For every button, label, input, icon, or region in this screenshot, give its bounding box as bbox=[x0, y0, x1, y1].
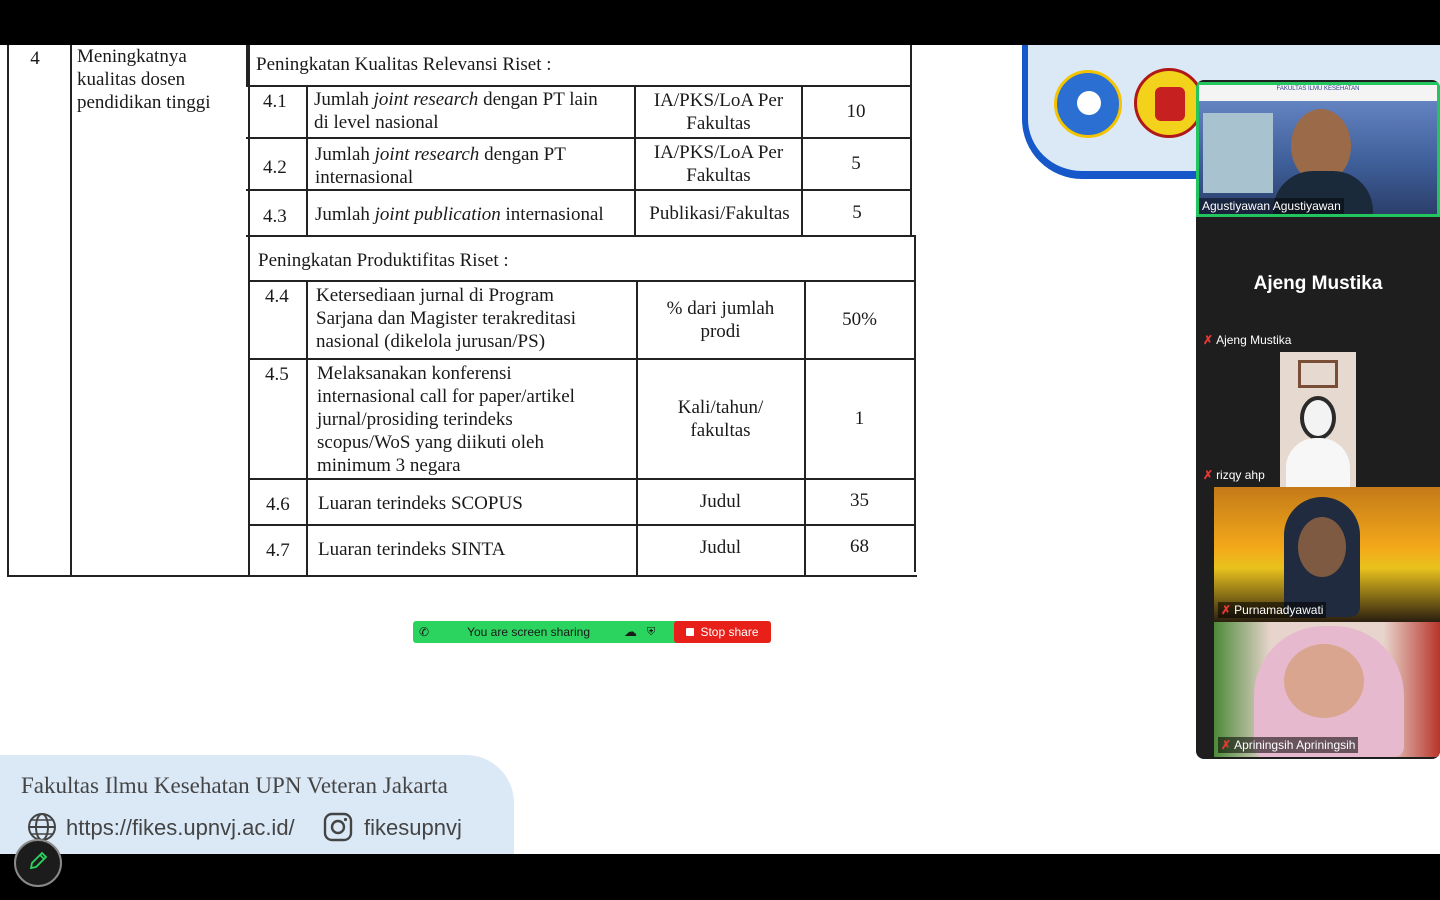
goal-line: pendidikan tinggi bbox=[77, 92, 211, 113]
unit-cell: IA/PKS/LoA Per bbox=[653, 142, 784, 163]
unit-cell: IA/PKS/LoA Per bbox=[653, 90, 784, 111]
indicator-text: Melaksanakan konferensi bbox=[317, 363, 512, 384]
indicator-text: scopus/WoS yang diikuti oleh bbox=[317, 432, 544, 453]
mic-muted-icon: ✗ bbox=[1221, 738, 1232, 752]
faculty-name: Fakultas Ilmu Kesehatan UPN Veteran Jakarta bbox=[21, 773, 448, 798]
participant-face bbox=[1300, 396, 1336, 440]
phone-icon: ✆ bbox=[419, 625, 430, 639]
participants-panel[interactable] bbox=[1196, 80, 1440, 759]
indicator-text: Jumlah joint publication internasional bbox=[315, 204, 604, 225]
indicator-text: internasional bbox=[315, 167, 414, 188]
pencil-icon bbox=[27, 850, 49, 877]
participant-name-large: Ajeng Mustika bbox=[1253, 273, 1383, 294]
indicator-text: Sarjana dan Magister terakreditasi bbox=[316, 308, 577, 329]
participant-face bbox=[1284, 644, 1364, 718]
instagram-handle: fikesupnvj bbox=[364, 815, 462, 840]
unit-cell: Fakultas bbox=[686, 165, 751, 186]
target-value: 68 bbox=[850, 536, 869, 557]
section-heading: Peningkatan Kualitas Relevansi Riset : bbox=[256, 54, 552, 75]
video-tile-purnamadyawati[interactable] bbox=[1196, 487, 1440, 622]
instagram-icon bbox=[322, 811, 354, 849]
mic-muted-icon: ✗ bbox=[1221, 603, 1232, 617]
indicator-number: 4.4 bbox=[265, 286, 289, 307]
target-value: 10 bbox=[846, 101, 866, 122]
slide-footer bbox=[0, 755, 514, 854]
top-black-bar bbox=[0, 0, 1440, 45]
bottom-black-bar bbox=[0, 854, 1440, 900]
indicator-text: internasional call for paper/artikel bbox=[317, 386, 575, 407]
annotate-button[interactable] bbox=[14, 839, 62, 887]
unit-cell: Judul bbox=[699, 537, 742, 558]
stop-icon bbox=[686, 628, 694, 636]
indicator-text: Jumlah joint research dengan PT lain bbox=[314, 89, 598, 110]
share-status: You are screen sharing bbox=[467, 625, 591, 639]
unit-cell: Fakultas bbox=[686, 113, 751, 134]
window-frame bbox=[1298, 360, 1338, 388]
indicator-text: Jumlah joint research dengan PT bbox=[315, 144, 566, 165]
indicator-number: 4.1 bbox=[263, 91, 287, 112]
document-table bbox=[0, 45, 920, 585]
unit-cell: fakultas bbox=[690, 420, 751, 441]
participant-name-tag: ✗ Apriningsih Apriningsih bbox=[1218, 737, 1358, 753]
goal-line: kualitas dosen bbox=[77, 69, 186, 90]
unit-cell: Kali/tahun/ bbox=[677, 397, 764, 418]
speaker-banner: FAKULTAS ILMU KESEHATAN bbox=[1199, 85, 1437, 101]
participant-name-tag: ✗ rizqy ahp bbox=[1203, 468, 1265, 482]
indicator-text: Luaran terindeks SINTA bbox=[318, 539, 506, 560]
indicator-number: 4.2 bbox=[263, 157, 287, 178]
participant-face bbox=[1298, 517, 1346, 577]
indicator-number: 4.3 bbox=[263, 206, 287, 227]
unit-cell: Publikasi/Fakultas bbox=[649, 203, 790, 224]
kemendikbud-logo bbox=[1054, 70, 1122, 138]
target-value: 50% bbox=[842, 309, 877, 330]
section-heading: Peningkatan Produktifitas Riset : bbox=[258, 250, 509, 271]
indicator-number: 4.6 bbox=[266, 494, 290, 515]
video-tile-apriningsih[interactable] bbox=[1196, 622, 1440, 757]
video-tile-ajeng[interactable] bbox=[1196, 217, 1440, 352]
participant-video bbox=[1280, 352, 1356, 487]
indicator-text: jurnal/prosiding terindeks bbox=[317, 409, 513, 430]
unit-cell: % dari jumlah bbox=[666, 298, 775, 319]
video-tile-speaker[interactable] bbox=[1196, 82, 1440, 217]
target-value: 5 bbox=[851, 153, 861, 174]
website-link[interactable]: https://fikes.upnvj.ac.id/ bbox=[66, 815, 295, 840]
goal-line: Meningkatnya bbox=[77, 46, 187, 67]
indicator-text: Luaran terindeks SCOPUS bbox=[318, 493, 523, 514]
building-image bbox=[1203, 113, 1273, 193]
upnvj-logo bbox=[1134, 68, 1204, 138]
indicator-number: 4.5 bbox=[265, 364, 289, 385]
mic-muted-icon: ✗ bbox=[1203, 468, 1214, 482]
mic-muted-icon: ✗ bbox=[1203, 333, 1214, 347]
unit-cell: Judul bbox=[699, 491, 742, 512]
shield-icon: ⛨ bbox=[647, 625, 656, 638]
indicator-text: Ketersediaan jurnal di Program bbox=[316, 285, 554, 306]
cloud-icon: ☁ bbox=[624, 624, 638, 639]
participant-body bbox=[1286, 438, 1350, 487]
video-tile-rizqy[interactable] bbox=[1196, 352, 1440, 487]
speaker-name: Agustiyawan Agustiyawan bbox=[1199, 198, 1344, 214]
screen-share-bar[interactable] bbox=[413, 621, 771, 643]
target-value: 1 bbox=[854, 408, 865, 429]
participant-name-tag: ✗ Ajeng Mustika bbox=[1203, 333, 1292, 347]
participant-name-tag: ✗ Purnamadyawati bbox=[1218, 602, 1326, 618]
stop-share-button[interactable]: Stop share bbox=[674, 621, 771, 643]
unit-cell: prodi bbox=[700, 321, 741, 342]
target-value: 5 bbox=[852, 202, 862, 223]
indicator-text: nasional (dikelola jurusan/PS) bbox=[316, 331, 546, 352]
row-number: 4 bbox=[30, 48, 40, 69]
indicator-text: di level nasional bbox=[314, 112, 439, 133]
target-value: 35 bbox=[850, 490, 869, 511]
indicator-text: minimum 3 negara bbox=[317, 455, 461, 476]
indicator-number: 4.7 bbox=[266, 540, 290, 561]
